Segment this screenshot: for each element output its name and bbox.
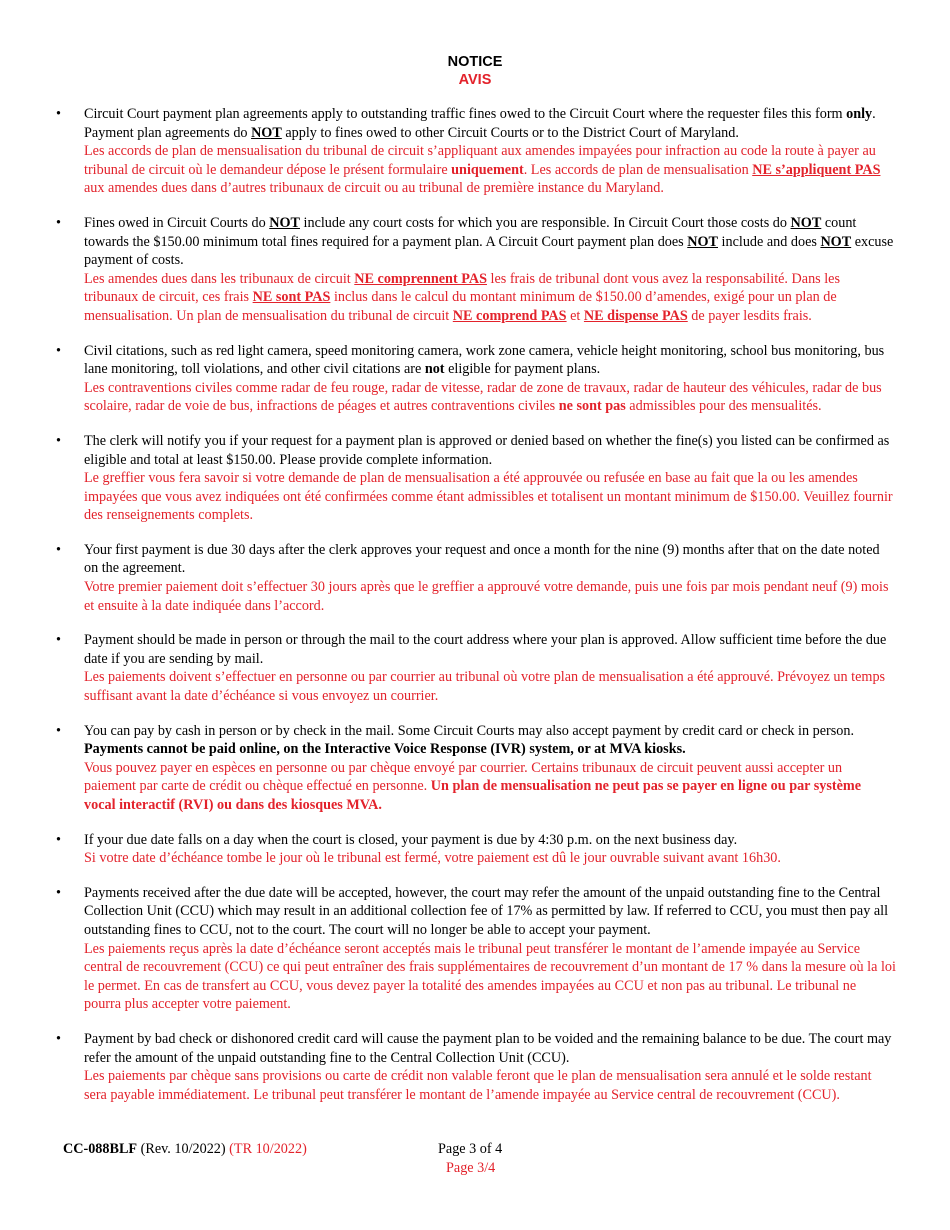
text-run: include any court costs for which you are responsible. In Circuit Court those costs do bbox=[299, 214, 791, 231]
text-run: Payments received after the due date will be accepted, however, the court may refer the amount of the unpaid outstanding fine to the Central Collection Unit (CCU) which may result in an additional collection fee of 17% as permitted by law. If referred to CCU, you must then pay all outstanding fines to CCU, not to the court. The court will no longer be able to accept your payment. bbox=[84, 884, 889, 938]
text-run: aux amendes dues dans d’autres tribunaux de circuit ou au tribunal de première instance du Maryland. bbox=[84, 180, 664, 197]
notice-text-english bbox=[84, 432, 896, 469]
page-number: Page 3 of 4 bbox=[438, 1141, 503, 1157]
text-run: Le greffier vous fera savoir si votre demande de plan de mensualisation a été approuvée ou refusée en base au fait que la ou les amendes impayées que vous avez indiquées ont été confirmées comme étant admissibles et totalisent un montant minimum de $150.00. Veuillez fournir des renseignements complets. bbox=[84, 470, 893, 524]
emphasis-underlined: NE dispense PAS bbox=[583, 307, 688, 324]
text-run: include and does bbox=[718, 233, 821, 250]
text-run: eligible for payment plans. bbox=[444, 361, 601, 378]
text-run: excuse payment of costs. bbox=[84, 233, 894, 269]
emphasis-underlined: NOT bbox=[251, 124, 282, 141]
form-revision: (Rev. 10/2022) bbox=[140, 1141, 226, 1157]
notice-item bbox=[0, 432, 896, 525]
notice-text-french bbox=[84, 849, 896, 868]
text-run: admissibles pour des mensualités. bbox=[625, 398, 822, 415]
text-run: Les paiements reçus après la date d’échéance seront acceptés mais le tribunal peut transférer le montant de l’amende impayée au Service central de recouvrement (CCU) ce qui peut entraîner des frais supplémentaires de recouvrement d’un montant de 17 % dans la mesure où la loi le permet. En cas de transfert au CCU, vous devez payer la totalité des amendes impayées au CCU et non pas au tribunal. Le tribunal ne pourra plus accepter votre paiement. bbox=[84, 940, 896, 1013]
bullet-icon: • bbox=[56, 632, 61, 649]
notice-item bbox=[0, 631, 896, 705]
text-run: de payer lesdits frais. bbox=[687, 307, 812, 324]
emphasis-underlined: NOT bbox=[820, 233, 852, 250]
text-run: inclus dans le calcul du montant minimum de $150.00 d’amendes, exigé pour un plan de mensualisation. Un plan de mensualisation du tribunal de circuit bbox=[84, 289, 837, 324]
emphasis-bold: Un plan de mensualisation ne peut pas se payer en ligne ou par système vocal interactif (RVI) ou dans des kiosques MVA. bbox=[84, 778, 862, 813]
notice-item bbox=[0, 831, 896, 868]
notice-item bbox=[0, 342, 896, 416]
bullet-icon: • bbox=[56, 831, 61, 848]
notice-item bbox=[0, 1030, 896, 1104]
emphasis-bold: ne sont pas bbox=[558, 398, 626, 415]
notice-text-french bbox=[84, 142, 896, 198]
bullet-icon: • bbox=[56, 342, 61, 359]
text-run: Payment by bad check or dishonored credit card will cause the payment plan to be voided and the remaining balance to be due. The court may refer the amount of the unpaid outstanding fine to the Central Collection Unit (CCU). bbox=[84, 1030, 892, 1066]
notice-text-french bbox=[84, 668, 896, 705]
notice-text-french bbox=[84, 940, 896, 1014]
bullet-icon: • bbox=[56, 884, 61, 901]
notice-text-french bbox=[84, 469, 896, 525]
text-run: Les contraventions civiles comme radar de feu rouge, radar de vitesse, radar de zone de travaux, radar de hauteur des véhicules, radar de bus scolaire, radar de voie de bus, infractions de péages et autres contraventions civiles bbox=[84, 379, 882, 415]
text-run: The clerk will notify you if your request for a payment plan is approved or denied based on whether the fine(s) you listed can be confirmed as eligible and total at least $150.00. Please provide complete information. bbox=[84, 432, 890, 468]
emphasis-underlined: NOT bbox=[687, 233, 718, 250]
emphasis-underlined: NOT bbox=[790, 214, 822, 231]
bullet-icon: • bbox=[56, 106, 61, 122]
emphasis-underlined: NOT bbox=[269, 214, 300, 231]
text-run: . Payment plan agreements do bbox=[84, 106, 876, 141]
text-run: Les paiements par chèque sans provisions ou carte de crédit non valable feront que le plan de mensualisation sera annulé et le solde restant sera payable immédiatement. Le tribunal peut transférer le montant de l’amende impayée au Service central de recouvrement (CCU). bbox=[84, 1068, 872, 1103]
emphasis-bold: only bbox=[846, 106, 873, 122]
page-number-french: Page 3/4 bbox=[446, 1159, 496, 1176]
notice-text-english bbox=[84, 1030, 896, 1067]
notice-item bbox=[0, 884, 896, 1014]
notice-text-english bbox=[84, 541, 896, 578]
notice-list bbox=[0, 105, 950, 1120]
notice-text-english bbox=[84, 342, 896, 379]
notice-text-english bbox=[84, 105, 896, 142]
text-run: Les paiements doivent s’effectuer en personne ou par courrier au tribunal où votre plan de mensualisation a été approuvé. Prévoyez un temps suffisant avant la date d’échéance si vous envoyez un courrier. bbox=[84, 669, 886, 705]
text-run: Payment should be made in person or through the mail to the court address where your plan is approved. Allow sufficient time before the due date if you are sending by mail. bbox=[84, 632, 887, 667]
emphasis-underlined: NE sont PAS bbox=[252, 289, 331, 306]
emphasis-bold: not bbox=[424, 361, 445, 378]
notice-text-english bbox=[84, 631, 896, 668]
text-run: Civil citations, such as red light camera, speed monitoring camera, work zone camera, vehicle height monitoring, school bus monitoring, bus lane monitoring, toll violations, and other civil citations are bbox=[84, 342, 885, 378]
text-run: If your due date falls on a day when the court is closed, your payment is due by 4:30 p.m. on the next business day. bbox=[84, 831, 738, 848]
text-run: Si votre date d’échéance tombe le jour où le tribunal est fermé, votre paiement est dû le jour ouvrable suivant avant 16h30. bbox=[84, 850, 781, 867]
text-run: apply to fines owed to other Circuit Courts or to the District Court of Maryland. bbox=[281, 124, 739, 141]
text-run: . Les accords de plan de mensualisation bbox=[523, 161, 753, 178]
notice-text-english bbox=[84, 884, 896, 940]
notice-item bbox=[0, 722, 896, 815]
text-run: Les accords de plan de mensualisation du tribunal de circuit s’appliquant aux amendes impayées pour infraction au code la route à payer au tribunal de circuit où le demandeur dépose le présent formulaire bbox=[84, 143, 876, 178]
notice-heading: NOTICE bbox=[447, 54, 503, 70]
notice-text-english bbox=[84, 722, 896, 759]
text-run: Vous pouvez payer en espèces en personne ou par chèque envoyé par courrier. Certains tribunaux de circuit peuvent aussi accepter un paiement par carte de crédit ou chèque effectué en personne. bbox=[84, 759, 843, 795]
text-run: les frais de tribunal dont vous avez la responsabilité. Dans les tribunaux de circuit, ces frais bbox=[84, 270, 840, 306]
emphasis-underlined: NE comprend PAS bbox=[452, 307, 567, 324]
notice-text-french bbox=[84, 270, 896, 326]
notice-text-french bbox=[84, 379, 896, 416]
emphasis-bold: uniquement bbox=[451, 161, 524, 178]
text-run: count towards the $150.00 minimum total fines required for a payment plan. A Circuit Court payment plan does bbox=[84, 214, 857, 250]
notice-text-english bbox=[84, 214, 896, 270]
bullet-icon: • bbox=[56, 722, 61, 739]
text-run: Fines owed in Circuit Courts do bbox=[84, 214, 270, 231]
bullet-icon: • bbox=[56, 214, 61, 231]
notice-text-french bbox=[84, 1067, 896, 1104]
notice-item bbox=[0, 541, 896, 615]
notice-text-french bbox=[84, 759, 896, 815]
text-run: Les amendes dues dans les tribunaux de circuit bbox=[84, 270, 355, 287]
emphasis-bold: Payments cannot be paid online, on the Interactive Voice Response (IVR) system, or at MVA kiosks. bbox=[84, 741, 686, 758]
text-run: et bbox=[566, 307, 584, 324]
bullet-icon: • bbox=[56, 541, 61, 558]
notice-text-english bbox=[84, 831, 896, 850]
bullet-icon: • bbox=[56, 1030, 61, 1047]
text-run: You can pay by cash in person or by check in the mail. Some Circuit Courts may also accept payment by credit card or check in person. bbox=[84, 722, 854, 739]
notice-item bbox=[0, 105, 896, 198]
bullet-icon: • bbox=[56, 432, 61, 449]
notice-heading-french: AVIS bbox=[458, 72, 492, 88]
text-run: Votre premier paiement doit s’effectuer 30 jours après que le greffier a approuvé votre demande, puis une fois par mois pendant neuf (9) mois et ensuite à la date indiquée dans l’accord. bbox=[84, 579, 889, 614]
text-run: Your first payment is due 30 days after the clerk approves your request and once a month for the nine (9) months after that on the date noted on the agreement. bbox=[84, 541, 880, 577]
notice-text-french bbox=[84, 578, 896, 615]
form-translation-revision: (TR 10/2022) bbox=[229, 1141, 307, 1157]
text-run: Circuit Court payment plan agreements apply to outstanding traffic fines owed to the Circuit Court where the requester files this form bbox=[84, 106, 847, 122]
form-identifier bbox=[63, 1140, 307, 1159]
form-number: CC-088BLF bbox=[63, 1141, 138, 1157]
notice-item bbox=[0, 214, 896, 326]
emphasis-underlined: NE s’appliquent PAS bbox=[752, 161, 881, 178]
emphasis-underlined: NE comprennent PAS bbox=[354, 270, 487, 287]
